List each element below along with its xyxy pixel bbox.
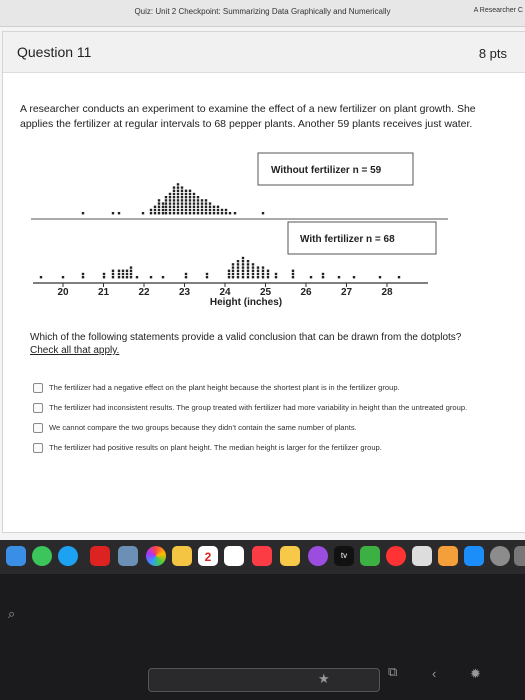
dot-with-fertilizer bbox=[322, 273, 324, 275]
dot-without-fertilizer bbox=[197, 209, 199, 211]
dot-with-fertilizer bbox=[242, 270, 244, 272]
dot-with-fertilizer bbox=[242, 273, 244, 275]
dot-with-fertilizer bbox=[338, 276, 340, 278]
notes-icon[interactable] bbox=[172, 546, 192, 566]
dot-with-fertilizer bbox=[126, 276, 128, 278]
dot-without-fertilizer bbox=[177, 212, 179, 214]
numbers-icon[interactable] bbox=[360, 546, 380, 566]
dot-with-fertilizer bbox=[103, 273, 105, 275]
dot-with-fertilizer bbox=[232, 270, 234, 272]
dot-with-fertilizer bbox=[237, 273, 239, 275]
dot-with-fertilizer bbox=[242, 260, 244, 262]
dot-with-fertilizer bbox=[150, 276, 152, 278]
dot-with-fertilizer bbox=[247, 266, 249, 268]
dot-without-fertilizer bbox=[201, 206, 203, 208]
dot-without-fertilizer bbox=[165, 212, 167, 214]
touch-bar[interactable] bbox=[148, 668, 380, 692]
dot-without-fertilizer bbox=[158, 202, 160, 204]
dot-with-fertilizer bbox=[252, 273, 254, 275]
dot-with-fertilizer bbox=[322, 276, 324, 278]
dot-with-fertilizer bbox=[122, 270, 124, 272]
dot-with-fertilizer bbox=[292, 270, 294, 272]
dot-without-fertilizer bbox=[225, 212, 227, 214]
dot-with-fertilizer bbox=[257, 273, 259, 275]
dot-without-fertilizer bbox=[213, 206, 215, 208]
dot-with-fertilizer bbox=[62, 276, 64, 278]
dot-without-fertilizer bbox=[197, 212, 199, 214]
dot-without-fertilizer bbox=[193, 206, 195, 208]
dot-with-fertilizer bbox=[310, 276, 312, 278]
dot-without-fertilizer bbox=[169, 202, 171, 204]
twitter-icon[interactable] bbox=[58, 546, 78, 566]
dot-without-fertilizer bbox=[193, 209, 195, 211]
dot-without-fertilizer bbox=[165, 206, 167, 208]
dot-without-fertilizer bbox=[201, 202, 203, 204]
dot-without-fertilizer bbox=[154, 206, 156, 208]
dot-without-fertilizer bbox=[193, 193, 195, 195]
dot-with-fertilizer bbox=[252, 263, 254, 265]
dot-with-fertilizer bbox=[237, 270, 239, 272]
dot-with-fertilizer bbox=[237, 276, 239, 278]
dot-without-fertilizer bbox=[185, 209, 187, 211]
dot-without-fertilizer bbox=[181, 212, 183, 214]
x-tick-label: 21 bbox=[97, 287, 110, 298]
dot-without-fertilizer bbox=[185, 199, 187, 201]
dot-without-fertilizer bbox=[213, 209, 215, 211]
dot-without-fertilizer bbox=[209, 212, 211, 214]
dot-without-fertilizer bbox=[193, 202, 195, 204]
question-points: 8 pts bbox=[478, 46, 507, 61]
dot-without-fertilizer bbox=[185, 212, 187, 214]
dot-without-fertilizer bbox=[189, 206, 191, 208]
dot-with-fertilizer bbox=[136, 276, 138, 278]
finder-icon[interactable] bbox=[6, 546, 26, 566]
star-icon[interactable]: ★ bbox=[318, 671, 330, 686]
dot-without-fertilizer bbox=[181, 186, 183, 188]
dot-without-fertilizer bbox=[158, 199, 160, 201]
dot-without-fertilizer bbox=[181, 196, 183, 198]
dot-without-fertilizer bbox=[225, 209, 227, 211]
dot-without-fertilizer bbox=[262, 212, 264, 214]
dot-without-fertilizer bbox=[197, 199, 199, 201]
dot-with-fertilizer bbox=[353, 276, 355, 278]
dot-without-fertilizer bbox=[173, 193, 175, 195]
dot-with-fertilizer bbox=[130, 276, 132, 278]
system-prefs-icon[interactable] bbox=[490, 546, 510, 566]
answer-option-2-text: The fertilizer had inconsistent results. The group treated with fertilizer had more variability in height than the untreated group. bbox=[49, 403, 468, 412]
legend-label-with: With fertilizer n = 68 bbox=[300, 234, 395, 245]
preview-icon[interactable] bbox=[118, 546, 138, 566]
dot-without-fertilizer bbox=[181, 193, 183, 195]
x-tick-label: 27 bbox=[340, 287, 353, 298]
photo-booth-icon[interactable] bbox=[90, 546, 110, 566]
dot-without-fertilizer bbox=[189, 209, 191, 211]
dot-without-fertilizer bbox=[118, 212, 120, 214]
dot-without-fertilizer bbox=[185, 190, 187, 192]
dot-without-fertilizer bbox=[165, 199, 167, 201]
dot-without-fertilizer bbox=[177, 206, 179, 208]
dot-without-fertilizer bbox=[189, 196, 191, 198]
dot-with-fertilizer bbox=[247, 276, 249, 278]
answer-option-4-text: The fertilizer had positive results on plant height. The median height is larger for the fertilizer group. bbox=[49, 443, 382, 452]
prompt-line: Which of the following statements provide a valid conclusion that can be drawn from the dotplots? bbox=[30, 332, 462, 343]
dot-with-fertilizer bbox=[232, 273, 234, 275]
dot-without-fertilizer bbox=[201, 212, 203, 214]
dot-with-fertilizer bbox=[82, 276, 84, 278]
dot-without-fertilizer bbox=[181, 202, 183, 204]
dot-with-fertilizer bbox=[398, 276, 400, 278]
dot-without-fertilizer bbox=[150, 212, 152, 214]
dot-with-fertilizer bbox=[228, 276, 230, 278]
x-tick-label: 24 bbox=[219, 287, 231, 298]
dot-without-fertilizer bbox=[162, 202, 164, 204]
dot-without-fertilizer bbox=[154, 212, 156, 214]
x-tick-label: 23 bbox=[178, 287, 191, 298]
question-text: A researcher conducts an experiment to examine the effect of a new fertilizer on plant growth. She applies the fertilizer at regular intervals to 68 pepper plants. Another 59 plants receives just water. bbox=[20, 103, 476, 130]
dot-without-fertilizer bbox=[162, 209, 164, 211]
dot-with-fertilizer bbox=[206, 273, 208, 275]
dot-with-fertilizer bbox=[257, 266, 259, 268]
dot-with-fertilizer bbox=[275, 276, 277, 278]
dot-without-fertilizer bbox=[197, 202, 199, 204]
dot-with-fertilizer bbox=[130, 270, 132, 272]
answer-option-3[interactable] bbox=[33, 422, 503, 433]
reminders-icon[interactable] bbox=[224, 546, 244, 566]
dot-with-fertilizer bbox=[118, 276, 120, 278]
dot-without-fertilizer bbox=[185, 206, 187, 208]
dot-with-fertilizer bbox=[206, 276, 208, 278]
news-icon[interactable] bbox=[386, 546, 406, 566]
dot-without-fertilizer bbox=[169, 193, 171, 195]
dot-without-fertilizer bbox=[197, 196, 199, 198]
dot-with-fertilizer bbox=[126, 273, 128, 275]
dot-without-fertilizer bbox=[201, 209, 203, 211]
dot-with-fertilizer bbox=[262, 273, 264, 275]
dot-with-fertilizer bbox=[185, 273, 187, 275]
dot-with-fertilizer bbox=[267, 273, 269, 275]
checkbox-2[interactable] bbox=[33, 403, 43, 413]
answer-option-1-text: The fertilizer had a negative effect on the plant height because the shortest plant is in the fertilizer group. bbox=[49, 383, 400, 392]
dot-with-fertilizer bbox=[118, 273, 120, 275]
dot-without-fertilizer bbox=[173, 186, 175, 188]
answer-option-1[interactable] bbox=[33, 382, 503, 393]
dot-without-fertilizer bbox=[205, 202, 207, 204]
dot-with-fertilizer bbox=[292, 276, 294, 278]
dot-without-fertilizer bbox=[177, 196, 179, 198]
check-all-text: Check all that apply. bbox=[30, 345, 120, 356]
dot-without-fertilizer bbox=[169, 199, 171, 201]
x-tick-label: 26 bbox=[300, 287, 312, 298]
dot-with-fertilizer bbox=[232, 263, 234, 265]
dot-without-fertilizer bbox=[177, 199, 179, 201]
dot-with-fertilizer bbox=[228, 270, 230, 272]
checkbox-4[interactable] bbox=[33, 443, 43, 453]
brightness-icon[interactable]: ✹ bbox=[470, 666, 481, 681]
dot-with-fertilizer bbox=[232, 266, 234, 268]
dot-without-fertilizer bbox=[189, 212, 191, 214]
dot-without-fertilizer bbox=[221, 209, 223, 211]
dot-without-fertilizer bbox=[205, 199, 207, 201]
dot-with-fertilizer bbox=[237, 263, 239, 265]
window-title: Quiz: Unit 2 Checkpoint: Summarizing Data Graphically and Numerically bbox=[134, 7, 391, 16]
dot-without-fertilizer bbox=[201, 199, 203, 201]
dot-without-fertilizer bbox=[189, 190, 191, 192]
dot-with-fertilizer bbox=[247, 273, 249, 275]
dot-with-fertilizer bbox=[242, 263, 244, 265]
dots-without-fertilizer bbox=[82, 183, 264, 214]
dot-without-fertilizer bbox=[154, 209, 156, 211]
dot-with-fertilizer bbox=[379, 276, 381, 278]
dot-with-fertilizer bbox=[247, 270, 249, 272]
dot-without-fertilizer bbox=[165, 196, 167, 198]
dot-without-fertilizer bbox=[177, 193, 179, 195]
pages-icon[interactable] bbox=[438, 546, 458, 566]
dot-without-fertilizer bbox=[169, 209, 171, 211]
dot-without-fertilizer bbox=[177, 202, 179, 204]
mac-dock bbox=[0, 540, 525, 574]
dot-without-fertilizer bbox=[209, 209, 211, 211]
x-tick-label: 28 bbox=[381, 287, 393, 298]
dot-without-fertilizer bbox=[177, 209, 179, 211]
dot-with-fertilizer bbox=[126, 270, 128, 272]
copy-icon[interactable]: ⧉ bbox=[388, 664, 398, 679]
podcasts-icon[interactable] bbox=[308, 546, 328, 566]
dot-with-fertilizer bbox=[162, 276, 164, 278]
dot-with-fertilizer bbox=[130, 266, 132, 268]
answer-option-4[interactable] bbox=[33, 442, 503, 453]
dot-without-fertilizer bbox=[177, 190, 179, 192]
dot-with-fertilizer bbox=[237, 266, 239, 268]
dot-with-fertilizer bbox=[228, 273, 230, 275]
dot-with-fertilizer bbox=[237, 260, 239, 262]
dot-without-fertilizer bbox=[193, 199, 195, 201]
dot-without-fertilizer bbox=[158, 212, 160, 214]
dot-without-fertilizer bbox=[234, 212, 236, 214]
instruments-icon[interactable] bbox=[412, 546, 432, 566]
dot-with-fertilizer bbox=[247, 260, 249, 262]
dot-with-fertilizer bbox=[275, 273, 277, 275]
dot-without-fertilizer bbox=[217, 209, 219, 211]
dot-without-fertilizer bbox=[158, 206, 160, 208]
dot-with-fertilizer bbox=[252, 270, 254, 272]
x-tick-label: 25 bbox=[259, 287, 272, 298]
dot-with-fertilizer bbox=[257, 276, 259, 278]
dot-without-fertilizer bbox=[189, 199, 191, 201]
dot-without-fertilizer bbox=[181, 206, 183, 208]
dot-with-fertilizer bbox=[232, 276, 234, 278]
dot-with-fertilizer bbox=[252, 266, 254, 268]
dot-without-fertilizer bbox=[229, 212, 231, 214]
dots-with-fertilizer bbox=[40, 257, 400, 279]
dot-without-fertilizer bbox=[169, 196, 171, 198]
dot-with-fertilizer bbox=[242, 276, 244, 278]
dot-with-fertilizer bbox=[247, 263, 249, 265]
checkbox-1[interactable] bbox=[33, 383, 43, 393]
dot-without-fertilizer bbox=[185, 193, 187, 195]
dot-without-fertilizer bbox=[189, 202, 191, 204]
dot-with-fertilizer bbox=[242, 266, 244, 268]
dot-with-fertilizer bbox=[242, 257, 244, 259]
answer-option-3-text: We cannot compare the two groups because they didn't contain the same number of plants. bbox=[49, 423, 357, 432]
apple-tv-icon[interactable]: tv bbox=[334, 546, 354, 566]
dot-with-fertilizer bbox=[40, 276, 42, 278]
dot-without-fertilizer bbox=[193, 196, 195, 198]
dot-with-fertilizer bbox=[262, 270, 264, 272]
dot-with-fertilizer bbox=[112, 270, 114, 272]
dot-with-fertilizer bbox=[267, 276, 269, 278]
dot-with-fertilizer bbox=[267, 270, 269, 272]
x-tick-label: 22 bbox=[138, 287, 150, 298]
dot-without-fertilizer bbox=[217, 212, 219, 214]
dot-with-fertilizer bbox=[112, 273, 114, 275]
checkbox-3[interactable] bbox=[33, 423, 43, 433]
dot-with-fertilizer bbox=[130, 273, 132, 275]
dot-without-fertilizer bbox=[169, 212, 171, 214]
dot-without-fertilizer bbox=[150, 209, 152, 211]
dot-without-fertilizer bbox=[189, 193, 191, 195]
dot-without-fertilizer bbox=[205, 206, 207, 208]
photos-icon[interactable] bbox=[146, 546, 166, 566]
dot-without-fertilizer bbox=[197, 206, 199, 208]
question-title: Question 11 bbox=[17, 44, 92, 60]
dot-without-fertilizer bbox=[185, 202, 187, 204]
dot-without-fertilizer bbox=[213, 212, 215, 214]
legend-label-without: Without fertilizer n = 59 bbox=[271, 165, 382, 176]
search-icon: ⌕ bbox=[8, 606, 16, 621]
dot-with-fertilizer bbox=[118, 270, 120, 272]
keynote-icon[interactable] bbox=[280, 546, 300, 566]
dot-without-fertilizer bbox=[173, 202, 175, 204]
dot-with-fertilizer bbox=[262, 276, 264, 278]
answer-option-2[interactable] bbox=[33, 402, 503, 413]
dot-without-fertilizer bbox=[112, 212, 114, 214]
dot-without-fertilizer bbox=[173, 196, 175, 198]
x-axis-ticks bbox=[57, 283, 393, 298]
dot-without-fertilizer bbox=[173, 209, 175, 211]
dot-without-fertilizer bbox=[165, 209, 167, 211]
dot-without-fertilizer bbox=[205, 209, 207, 211]
dot-without-fertilizer bbox=[217, 206, 219, 208]
music-icon[interactable] bbox=[252, 546, 272, 566]
dot-without-fertilizer bbox=[142, 212, 144, 214]
x-tick-label: 20 bbox=[57, 287, 69, 298]
dot-without-fertilizer bbox=[209, 206, 211, 208]
dot-without-fertilizer bbox=[158, 209, 160, 211]
dot-without-fertilizer bbox=[169, 206, 171, 208]
dot-with-fertilizer bbox=[122, 273, 124, 275]
window-right-text: A Researcher C bbox=[473, 7, 523, 14]
browser-titlebar bbox=[0, 0, 525, 27]
question-card bbox=[2, 31, 525, 533]
dot-without-fertilizer bbox=[177, 183, 179, 185]
dot-with-fertilizer bbox=[185, 276, 187, 278]
dot-without-fertilizer bbox=[205, 212, 207, 214]
dot-with-fertilizer bbox=[252, 276, 254, 278]
dot-with-fertilizer bbox=[103, 276, 105, 278]
dot-without-fertilizer bbox=[177, 186, 179, 188]
dot-without-fertilizer bbox=[173, 206, 175, 208]
dot-without-fertilizer bbox=[173, 190, 175, 192]
dot-with-fertilizer bbox=[112, 276, 114, 278]
dot-without-fertilizer bbox=[162, 212, 164, 214]
chevron-left-icon[interactable]: ‹ bbox=[432, 666, 437, 681]
trash-icon[interactable] bbox=[514, 546, 525, 566]
app-store-icon[interactable] bbox=[464, 546, 484, 566]
dot-without-fertilizer bbox=[181, 209, 183, 211]
messages-icon[interactable] bbox=[32, 546, 52, 566]
question-prompt bbox=[30, 331, 500, 357]
answer-options bbox=[33, 382, 503, 462]
calendar-icon[interactable]: 2 bbox=[198, 546, 218, 566]
dot-without-fertilizer bbox=[193, 212, 195, 214]
laptop-bezel bbox=[0, 574, 525, 700]
dot-without-fertilizer bbox=[173, 212, 175, 214]
dot-with-fertilizer bbox=[262, 266, 264, 268]
x-axis-label: Height (inches) bbox=[209, 297, 283, 308]
dot-with-fertilizer bbox=[292, 273, 294, 275]
dot-without-fertilizer bbox=[185, 196, 187, 198]
dot-without-fertilizer bbox=[162, 206, 164, 208]
dot-without-fertilizer bbox=[165, 202, 167, 204]
dot-with-fertilizer bbox=[122, 276, 124, 278]
dot-with-fertilizer bbox=[82, 273, 84, 275]
dot-without-fertilizer bbox=[209, 202, 211, 204]
dot-without-fertilizer bbox=[181, 199, 183, 201]
dot-without-fertilizer bbox=[173, 199, 175, 201]
dot-without-fertilizer bbox=[82, 212, 84, 214]
dot-with-fertilizer bbox=[257, 270, 259, 272]
dot-without-fertilizer bbox=[221, 212, 223, 214]
dot-without-fertilizer bbox=[181, 190, 183, 192]
dotplot-chart bbox=[3, 32, 525, 332]
